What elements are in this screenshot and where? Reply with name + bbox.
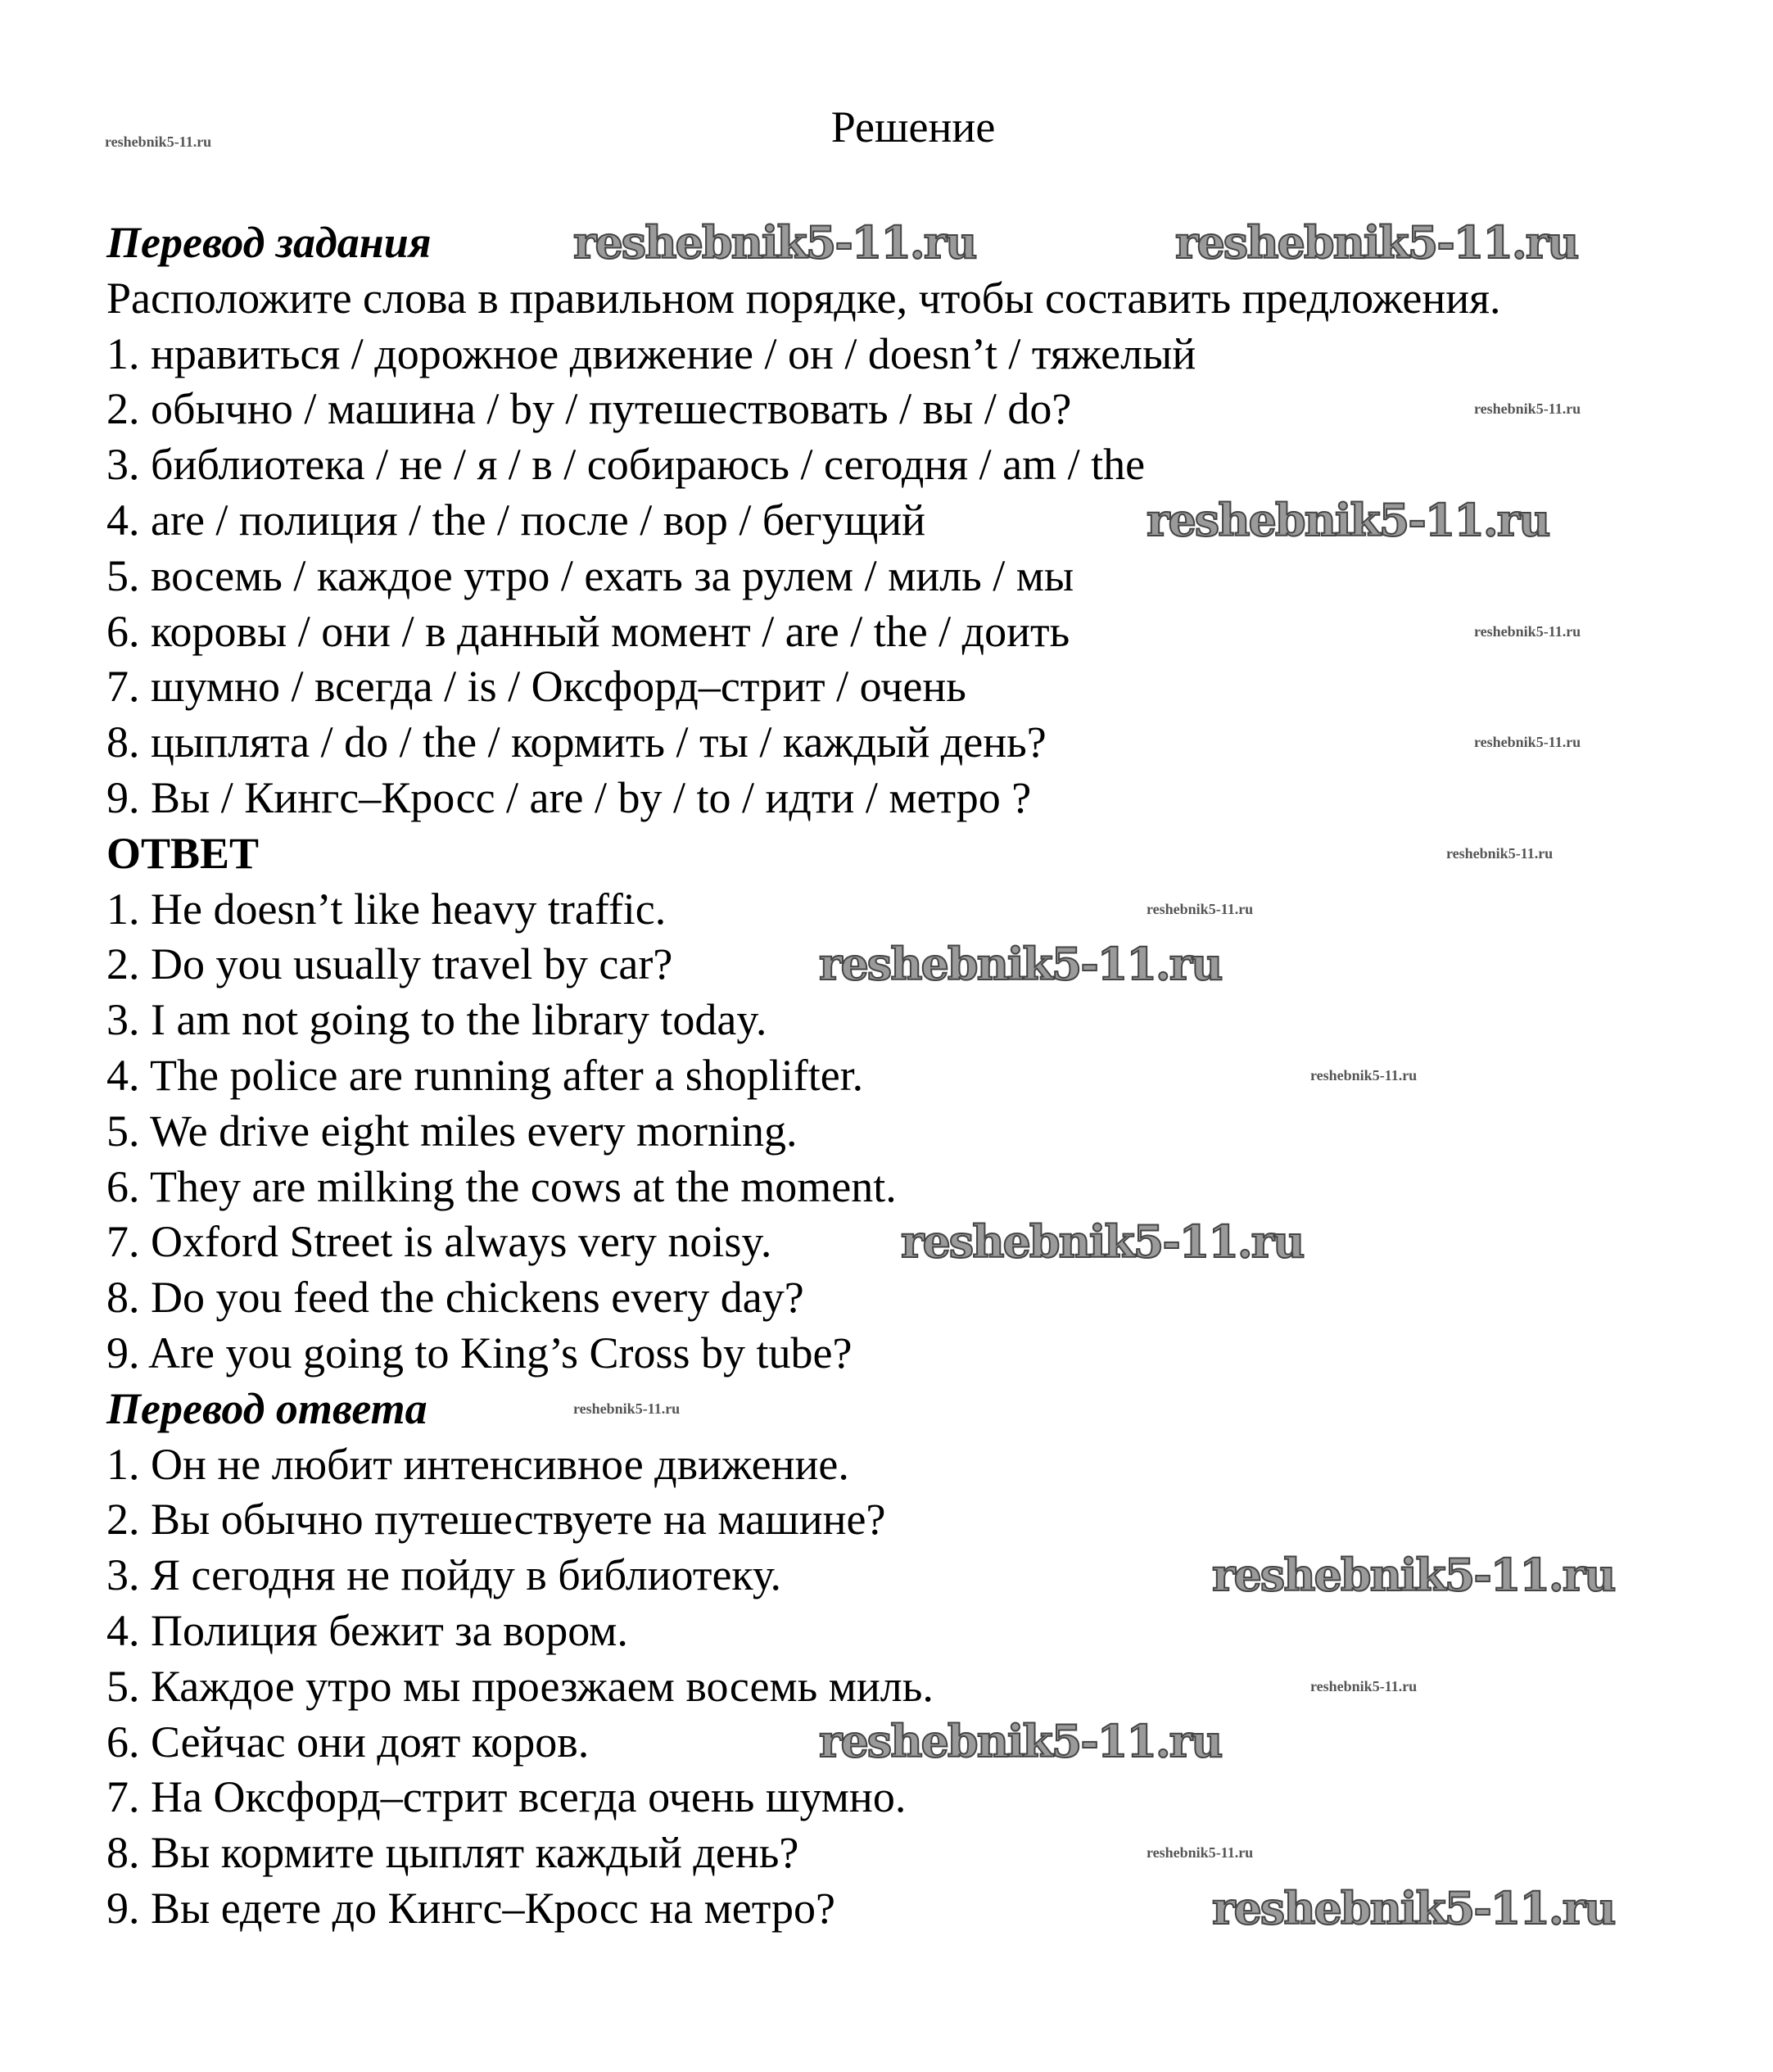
answer-item: 7. Oxford Street is always very noisy.: [106, 1217, 772, 1267]
translation-heading: Перевод ответа: [106, 1383, 427, 1433]
answer-item: 8. Do you feed the chickens every day?: [106, 1273, 804, 1323]
task-item: 5. восемь / каждое утро / ехать за рулем / миль / мы: [106, 550, 1074, 600]
answer-item: 4. The police are running after a shoplifter.: [106, 1050, 864, 1100]
task-item: 1. нравиться / дорожное движение / он / doesn’t / тяжелый: [106, 328, 1196, 378]
watermark-small: reshebnik5-11.ru: [1310, 1678, 1418, 1694]
task-heading: Перевод задания: [106, 218, 432, 267]
answer-heading: ОТВЕТ: [106, 828, 260, 878]
task-item: 3. библиотека / не / я / в / собираюсь / сегодня / am / the: [106, 440, 1146, 490]
document-body: [106, 215, 1501, 1937]
answer-item: 5. We drive eight miles every morning.: [106, 1106, 798, 1156]
watermark: reshebnik5-11.ru: [819, 1715, 1222, 1767]
watermark-small: reshebnik5-11.ru: [1474, 734, 1581, 750]
watermark-small: reshebnik5-11.ru: [1446, 845, 1554, 862]
watermark-small: reshebnik5-11.ru: [105, 133, 212, 150]
watermark-small: reshebnik5-11.ru: [1310, 1067, 1418, 1084]
watermark: reshebnik5-11.ru: [901, 1215, 1304, 1268]
task-item: 6. коровы / они / в данный момент / are / the / доить: [106, 606, 1070, 656]
translation-item: 3. Я сегодня не пойду в библиотеку.: [106, 1550, 781, 1600]
translation-item: 9. Вы едете до Кингс–Кросс на метро?: [106, 1883, 835, 1933]
watermark: reshebnik5-11.ru: [573, 216, 976, 269]
watermark: reshebnik5-11.ru: [1212, 1882, 1615, 1934]
watermark-small: reshebnik5-11.ru: [1474, 400, 1581, 417]
answer-item: 6. They are milking the cows at the moment.: [106, 1161, 897, 1211]
watermark: reshebnik5-11.ru: [1175, 216, 1578, 269]
translation-item: 5. Каждое утро мы проезжаем восемь миль.: [106, 1661, 934, 1711]
watermark: reshebnik5-11.ru: [1212, 1549, 1615, 1601]
watermark: reshebnik5-11.ru: [819, 938, 1222, 990]
task-item: 2. обычно / машина / by / путешествовать / вы / do?: [106, 384, 1072, 434]
answer-item: 1. He doesn’t like heavy traffic.: [106, 884, 667, 934]
watermark-small: reshebnik5-11.ru: [573, 1400, 681, 1417]
translation-item: 8. Вы кормите цыплят каждый день?: [106, 1828, 799, 1878]
task-item: 8. цыплята / do / the / кормить / ты / каждый день?: [106, 717, 1047, 767]
watermark-small: reshebnik5-11.ru: [1474, 623, 1581, 640]
page-title: Решение: [830, 102, 996, 152]
task-item: 7. шумно / всегда / is / Оксфорд–стрит / очень: [106, 662, 966, 712]
translation-item: 7. На Оксфорд–стрит всегда очень шумно.: [106, 1772, 907, 1822]
task-item: 9. Вы / Кингс–Кросс / are / by / to / идти / метро ?: [106, 772, 1032, 822]
answer-item: 3. I am not going to the library today.: [106, 995, 767, 1045]
watermark-small: reshebnik5-11.ru: [1147, 901, 1254, 917]
translation-item: 4. Полиция бежит за вором.: [106, 1605, 628, 1655]
translation-item: 6. Сейчас они доят коров.: [106, 1717, 590, 1767]
task-instruction: Расположите слова в правильном порядке, чтобы составить предложения.: [106, 273, 1501, 323]
translation-item: 2. Вы обычно путешествуете на машине?: [106, 1495, 886, 1545]
translation-item: 1. Он не любит интенсивное движение.: [106, 1439, 849, 1489]
task-item: 4. are / полиция / the / после / вор / бегущий: [106, 495, 926, 545]
answer-item: 9. Are you going to King’s Cross by tube?: [106, 1328, 853, 1378]
watermark: reshebnik5-11.ru: [1147, 494, 1549, 546]
answer-item: 2. Do you usually travel by car?: [106, 939, 673, 989]
watermark-small: reshebnik5-11.ru: [1147, 1844, 1254, 1861]
